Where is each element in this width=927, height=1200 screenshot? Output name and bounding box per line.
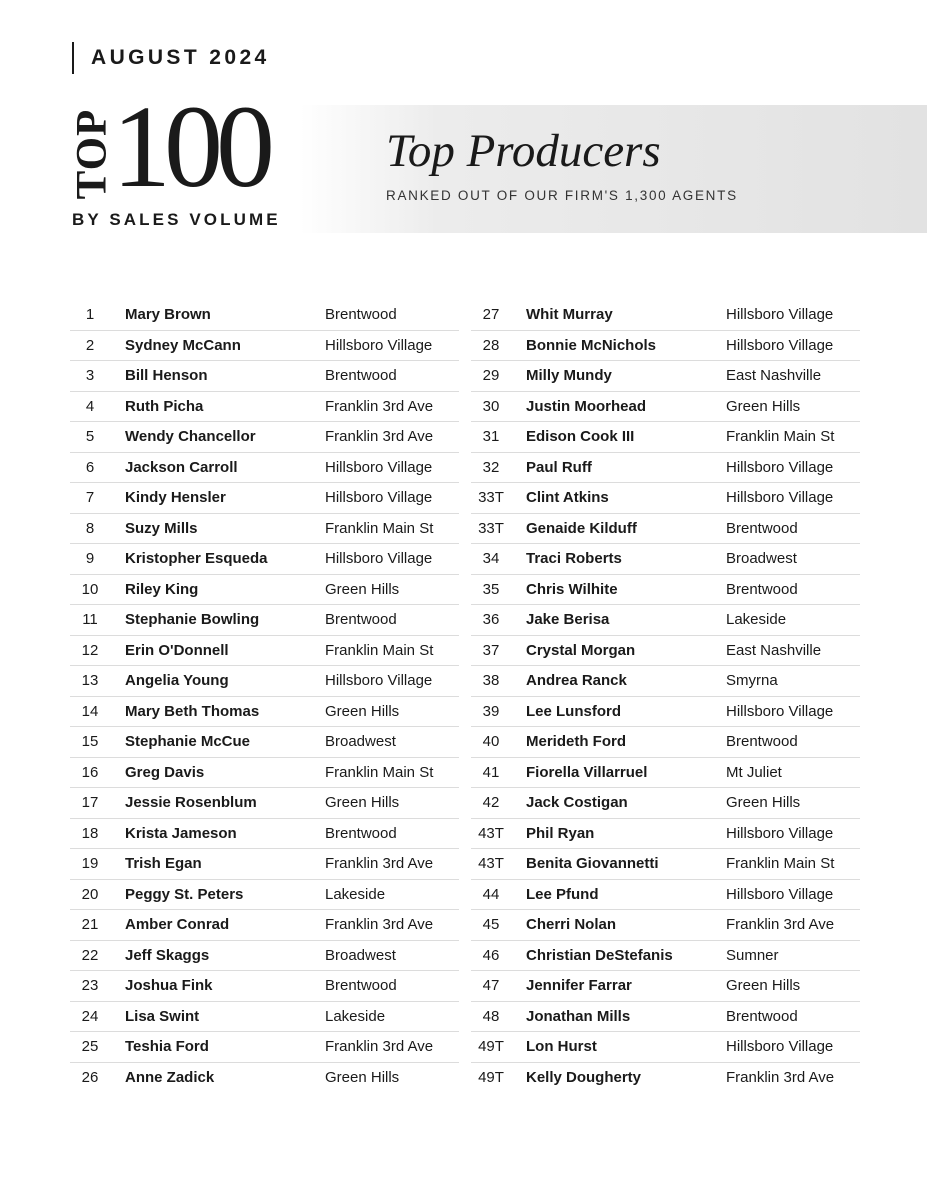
agent-row xyxy=(471,910,860,941)
agent-name: Joshua Fink xyxy=(125,977,213,995)
agent-name: Mary Beth Thomas xyxy=(125,702,260,720)
agent-name: Kindy Hensler xyxy=(125,489,226,507)
agent-office: Franklin 3rd Ave xyxy=(325,855,434,873)
agent-name: Ruth Picha xyxy=(125,397,204,415)
agent-office: Brentwood xyxy=(726,580,798,598)
agent-name: Jonathan Mills xyxy=(526,1007,631,1025)
agent-rank: 39 xyxy=(482,702,500,720)
agent-name: Andrea Ranck xyxy=(526,672,627,690)
agent-office: Green Hills xyxy=(325,702,400,720)
agent-row xyxy=(471,971,860,1002)
agent-name: Lon Hurst xyxy=(526,1038,597,1056)
agent-name: Kelly Dougherty xyxy=(526,1069,642,1087)
agent-name: Phil Ryan xyxy=(526,824,595,842)
agent-name: Jackson Carroll xyxy=(125,458,238,476)
agent-name: Lisa Swint xyxy=(125,1007,200,1025)
agent-row xyxy=(471,453,860,484)
agent-rank: 30 xyxy=(482,397,500,415)
agent-office: Franklin Main St xyxy=(325,763,434,781)
agent-name: Genaide Kilduff xyxy=(526,519,637,537)
logo-top-word: TOP xyxy=(68,108,116,200)
agent-name: Chris Wilhite xyxy=(526,580,618,598)
agent-office: Hillsboro Village xyxy=(726,702,834,720)
agent-name: Traci Roberts xyxy=(526,550,622,568)
agent-rank: 15 xyxy=(81,733,99,751)
agent-name: Stephanie Bowling xyxy=(125,611,260,629)
agent-office: Broadwest xyxy=(325,733,396,751)
agent-name: Paul Ruff xyxy=(526,458,592,476)
agent-office: Hillsboro Village xyxy=(726,306,834,324)
agent-office: Hillsboro Village xyxy=(325,489,433,507)
agent-name: Clint Atkins xyxy=(526,489,609,507)
agent-name: Justin Moorhead xyxy=(526,397,647,415)
ranking-list-right xyxy=(471,300,860,1093)
agent-row xyxy=(70,758,459,789)
agent-office: Brentwood xyxy=(726,733,798,751)
agent-row xyxy=(471,819,860,850)
agent-rank: 29 xyxy=(482,367,500,385)
agent-name: Amber Conrad xyxy=(125,916,230,934)
agent-name: Christian DeStefanis xyxy=(526,946,673,964)
agent-rank: 3 xyxy=(85,367,95,385)
agent-office: Smyrna xyxy=(726,672,778,690)
agent-row xyxy=(70,422,459,453)
agent-rank: 10 xyxy=(81,580,99,598)
agent-office: Hillsboro Village xyxy=(325,458,433,476)
agent-rank: 9 xyxy=(85,550,95,568)
agent-office: Hillsboro Village xyxy=(726,824,834,842)
agent-rank: 12 xyxy=(81,641,99,659)
agent-name: Cherri Nolan xyxy=(526,916,617,934)
agent-row xyxy=(70,941,459,972)
agent-rank: 13 xyxy=(81,672,99,690)
agent-rank: 14 xyxy=(81,702,99,720)
agent-row xyxy=(70,666,459,697)
agent-row xyxy=(471,849,860,880)
agent-rank: 5 xyxy=(85,428,95,446)
agent-rank: 25 xyxy=(81,1038,99,1056)
agent-row xyxy=(471,697,860,728)
agent-rank: 22 xyxy=(81,946,99,964)
agent-row xyxy=(471,483,860,514)
agent-row xyxy=(70,819,459,850)
agent-row xyxy=(70,361,459,392)
agent-name: Crystal Morgan xyxy=(526,641,636,659)
agent-row xyxy=(471,392,860,423)
agent-row xyxy=(471,788,860,819)
agent-row xyxy=(70,880,459,911)
agent-row xyxy=(471,1063,860,1094)
agent-office: Franklin 3rd Ave xyxy=(325,397,434,415)
agent-rank: 7 xyxy=(85,489,95,507)
agent-name: Jack Costigan xyxy=(526,794,628,812)
agent-office: Hillsboro Village xyxy=(325,550,433,568)
agent-office: Brentwood xyxy=(726,519,798,537)
agent-office: Green Hills xyxy=(726,794,801,812)
logo-subtitle: BY SALES VOLUME xyxy=(72,210,281,229)
agent-row xyxy=(70,605,459,636)
agent-rank: 17 xyxy=(81,794,99,812)
agent-office: Hillsboro Village xyxy=(726,489,834,507)
agent-name: Jeff Skaggs xyxy=(125,946,210,964)
agent-row xyxy=(70,971,459,1002)
agent-rank: 36 xyxy=(482,611,500,629)
agent-office: Brentwood xyxy=(325,306,397,324)
agent-row xyxy=(471,331,860,362)
agent-office: Hillsboro Village xyxy=(726,1038,834,1056)
agent-rank: 37 xyxy=(482,641,500,659)
agent-office: Lakeside xyxy=(325,1007,386,1025)
agent-rank: 43T xyxy=(478,824,504,842)
agent-office: Franklin 3rd Ave xyxy=(325,428,434,446)
agent-name: Jake Berisa xyxy=(526,611,610,629)
issue-date: AUGUST 2024 xyxy=(91,46,270,69)
agent-row xyxy=(70,453,459,484)
agent-office: Green Hills xyxy=(726,977,801,995)
agent-rank: 4 xyxy=(85,397,95,415)
agent-name: Mary Brown xyxy=(125,306,211,324)
agent-row xyxy=(471,727,860,758)
agent-name: Angelia Young xyxy=(125,672,229,690)
agent-row xyxy=(70,636,459,667)
agent-office: Hillsboro Village xyxy=(726,885,834,903)
agent-row xyxy=(471,880,860,911)
agent-rank: 20 xyxy=(81,885,99,903)
agent-rank: 33T xyxy=(478,489,504,507)
agent-office: Green Hills xyxy=(325,580,400,598)
agent-office: Franklin 3rd Ave xyxy=(325,1038,434,1056)
agent-name: Jennifer Farrar xyxy=(526,977,632,995)
agent-row xyxy=(70,514,459,545)
agent-office: East Nashville xyxy=(726,641,822,659)
agent-row xyxy=(471,941,860,972)
agent-name: Bill Henson xyxy=(125,367,208,385)
agent-row xyxy=(70,697,459,728)
agent-name: Edison Cook III xyxy=(526,428,635,446)
agent-office: Broadwest xyxy=(726,550,797,568)
agent-office: Green Hills xyxy=(726,397,801,415)
agent-rank: 44 xyxy=(482,885,500,903)
agent-office: Hillsboro Village xyxy=(325,672,433,690)
agent-name: Greg Davis xyxy=(125,763,205,781)
date-divider xyxy=(72,42,74,74)
agent-row xyxy=(70,483,459,514)
agent-row xyxy=(70,1032,459,1063)
agent-name: Teshia Ford xyxy=(125,1038,209,1056)
agent-office: Brentwood xyxy=(325,977,397,995)
agent-row xyxy=(70,727,459,758)
agent-office: Broadwest xyxy=(325,946,396,964)
agent-row xyxy=(70,1063,459,1094)
agent-rank: 47 xyxy=(482,977,500,995)
agent-rank: 23 xyxy=(81,977,99,995)
agent-row xyxy=(471,575,860,606)
agent-rank: 6 xyxy=(85,458,95,476)
agent-office: Brentwood xyxy=(325,611,397,629)
agent-rank: 34 xyxy=(482,550,500,568)
agent-row xyxy=(471,758,860,789)
agent-row xyxy=(70,575,459,606)
agent-office: Sumner xyxy=(726,946,779,964)
agent-rank: 48 xyxy=(482,1007,500,1025)
agent-rank: 31 xyxy=(482,428,500,446)
agent-rank: 24 xyxy=(81,1007,99,1025)
agent-rank: 26 xyxy=(81,1069,99,1087)
agent-rank: 46 xyxy=(482,946,500,964)
page-subtitle: RANKED OUT OF OUR FIRM'S 1,300 AGENTS xyxy=(386,188,738,203)
agent-row xyxy=(471,636,860,667)
agent-name: Merideth Ford xyxy=(526,733,626,751)
page-title: Top Producers xyxy=(386,125,661,177)
agent-office: Franklin 3rd Ave xyxy=(726,1069,835,1087)
top-100-logo xyxy=(68,81,300,232)
agent-row xyxy=(70,300,459,331)
agent-row xyxy=(471,300,860,331)
agent-name: Erin O'Donnell xyxy=(125,641,229,659)
agent-row xyxy=(471,605,860,636)
agent-name: Lee Pfund xyxy=(526,885,599,903)
agent-office: Franklin Main St xyxy=(325,519,434,537)
agent-rank: 33T xyxy=(478,519,504,537)
agent-row xyxy=(471,666,860,697)
agent-name: Anne Zadick xyxy=(125,1069,215,1087)
agent-office: Franklin Main St xyxy=(726,855,835,873)
date-header xyxy=(72,42,270,74)
agent-office: East Nashville xyxy=(726,367,822,385)
ranking-list-left xyxy=(70,300,459,1093)
agent-rank: 2 xyxy=(85,336,95,354)
agent-office: Hillsboro Village xyxy=(726,458,834,476)
agent-rank: 45 xyxy=(482,916,500,934)
agent-office: Mt Juliet xyxy=(726,763,782,781)
agent-rank: 19 xyxy=(81,855,99,873)
agent-office: Green Hills xyxy=(325,794,400,812)
agent-row xyxy=(70,544,459,575)
agent-name: Suzy Mills xyxy=(125,519,198,537)
agent-name: Kristopher Esqueda xyxy=(125,550,268,568)
agent-name: Lee Lunsford xyxy=(526,702,622,720)
agent-row xyxy=(70,788,459,819)
agent-rank: 27 xyxy=(482,306,500,324)
agent-office: Lakeside xyxy=(726,611,787,629)
agent-rank: 28 xyxy=(482,336,500,354)
agent-rank: 32 xyxy=(482,458,500,476)
agent-name: Jessie Rosenblum xyxy=(125,794,257,812)
agent-name: Peggy St. Peters xyxy=(125,885,244,903)
agent-rank: 35 xyxy=(482,580,500,598)
agent-row xyxy=(471,361,860,392)
agent-row xyxy=(70,1002,459,1033)
agent-rank: 38 xyxy=(482,672,500,690)
agent-office: Brentwood xyxy=(325,824,397,842)
agent-rank: 42 xyxy=(482,794,500,812)
agent-office: Lakeside xyxy=(325,885,386,903)
agent-name: Wendy Chancellor xyxy=(125,428,256,446)
agent-office: Franklin 3rd Ave xyxy=(726,916,835,934)
agent-name: Riley King xyxy=(125,580,199,598)
agent-row xyxy=(471,544,860,575)
agent-row xyxy=(70,849,459,880)
agent-rank: 18 xyxy=(81,824,99,842)
agent-rank: 1 xyxy=(85,306,95,324)
agent-name: Stephanie McCue xyxy=(125,733,251,751)
agent-row xyxy=(70,331,459,362)
agent-office: Hillsboro Village xyxy=(325,336,433,354)
agent-rank: 21 xyxy=(81,916,99,934)
agent-rank: 8 xyxy=(85,519,95,537)
agent-rank: 16 xyxy=(81,763,99,781)
agent-name: Bonnie McNichols xyxy=(526,336,657,354)
agent-row xyxy=(471,514,860,545)
agent-name: Benita Giovannetti xyxy=(526,855,659,873)
agent-office: Franklin 3rd Ave xyxy=(325,916,434,934)
agent-row xyxy=(471,1032,860,1063)
agent-rank: 41 xyxy=(482,763,500,781)
agent-office: Franklin Main St xyxy=(325,641,434,659)
agent-office: Brentwood xyxy=(726,1007,798,1025)
agent-office: Brentwood xyxy=(325,367,397,385)
agent-row xyxy=(471,422,860,453)
agent-name: Milly Mundy xyxy=(526,367,612,385)
agent-row xyxy=(70,910,459,941)
logo-number: 100 xyxy=(112,81,268,212)
agent-office: Hillsboro Village xyxy=(726,336,834,354)
agent-name: Whit Murray xyxy=(526,306,613,324)
agent-rank: 11 xyxy=(82,611,98,629)
agent-rank: 43T xyxy=(478,855,504,873)
agent-rank: 40 xyxy=(482,733,500,751)
agent-name: Sydney McCann xyxy=(125,336,241,354)
agent-office: Franklin Main St xyxy=(726,428,835,446)
agent-name: Fiorella Villarruel xyxy=(526,763,648,781)
agent-row xyxy=(70,392,459,423)
agent-office: Green Hills xyxy=(325,1069,400,1087)
agent-rank: 49T xyxy=(478,1038,504,1056)
agent-name: Krista Jameson xyxy=(125,824,237,842)
agent-name: Trish Egan xyxy=(125,855,202,873)
agent-row xyxy=(471,1002,860,1033)
agent-rank: 49T xyxy=(478,1069,504,1087)
